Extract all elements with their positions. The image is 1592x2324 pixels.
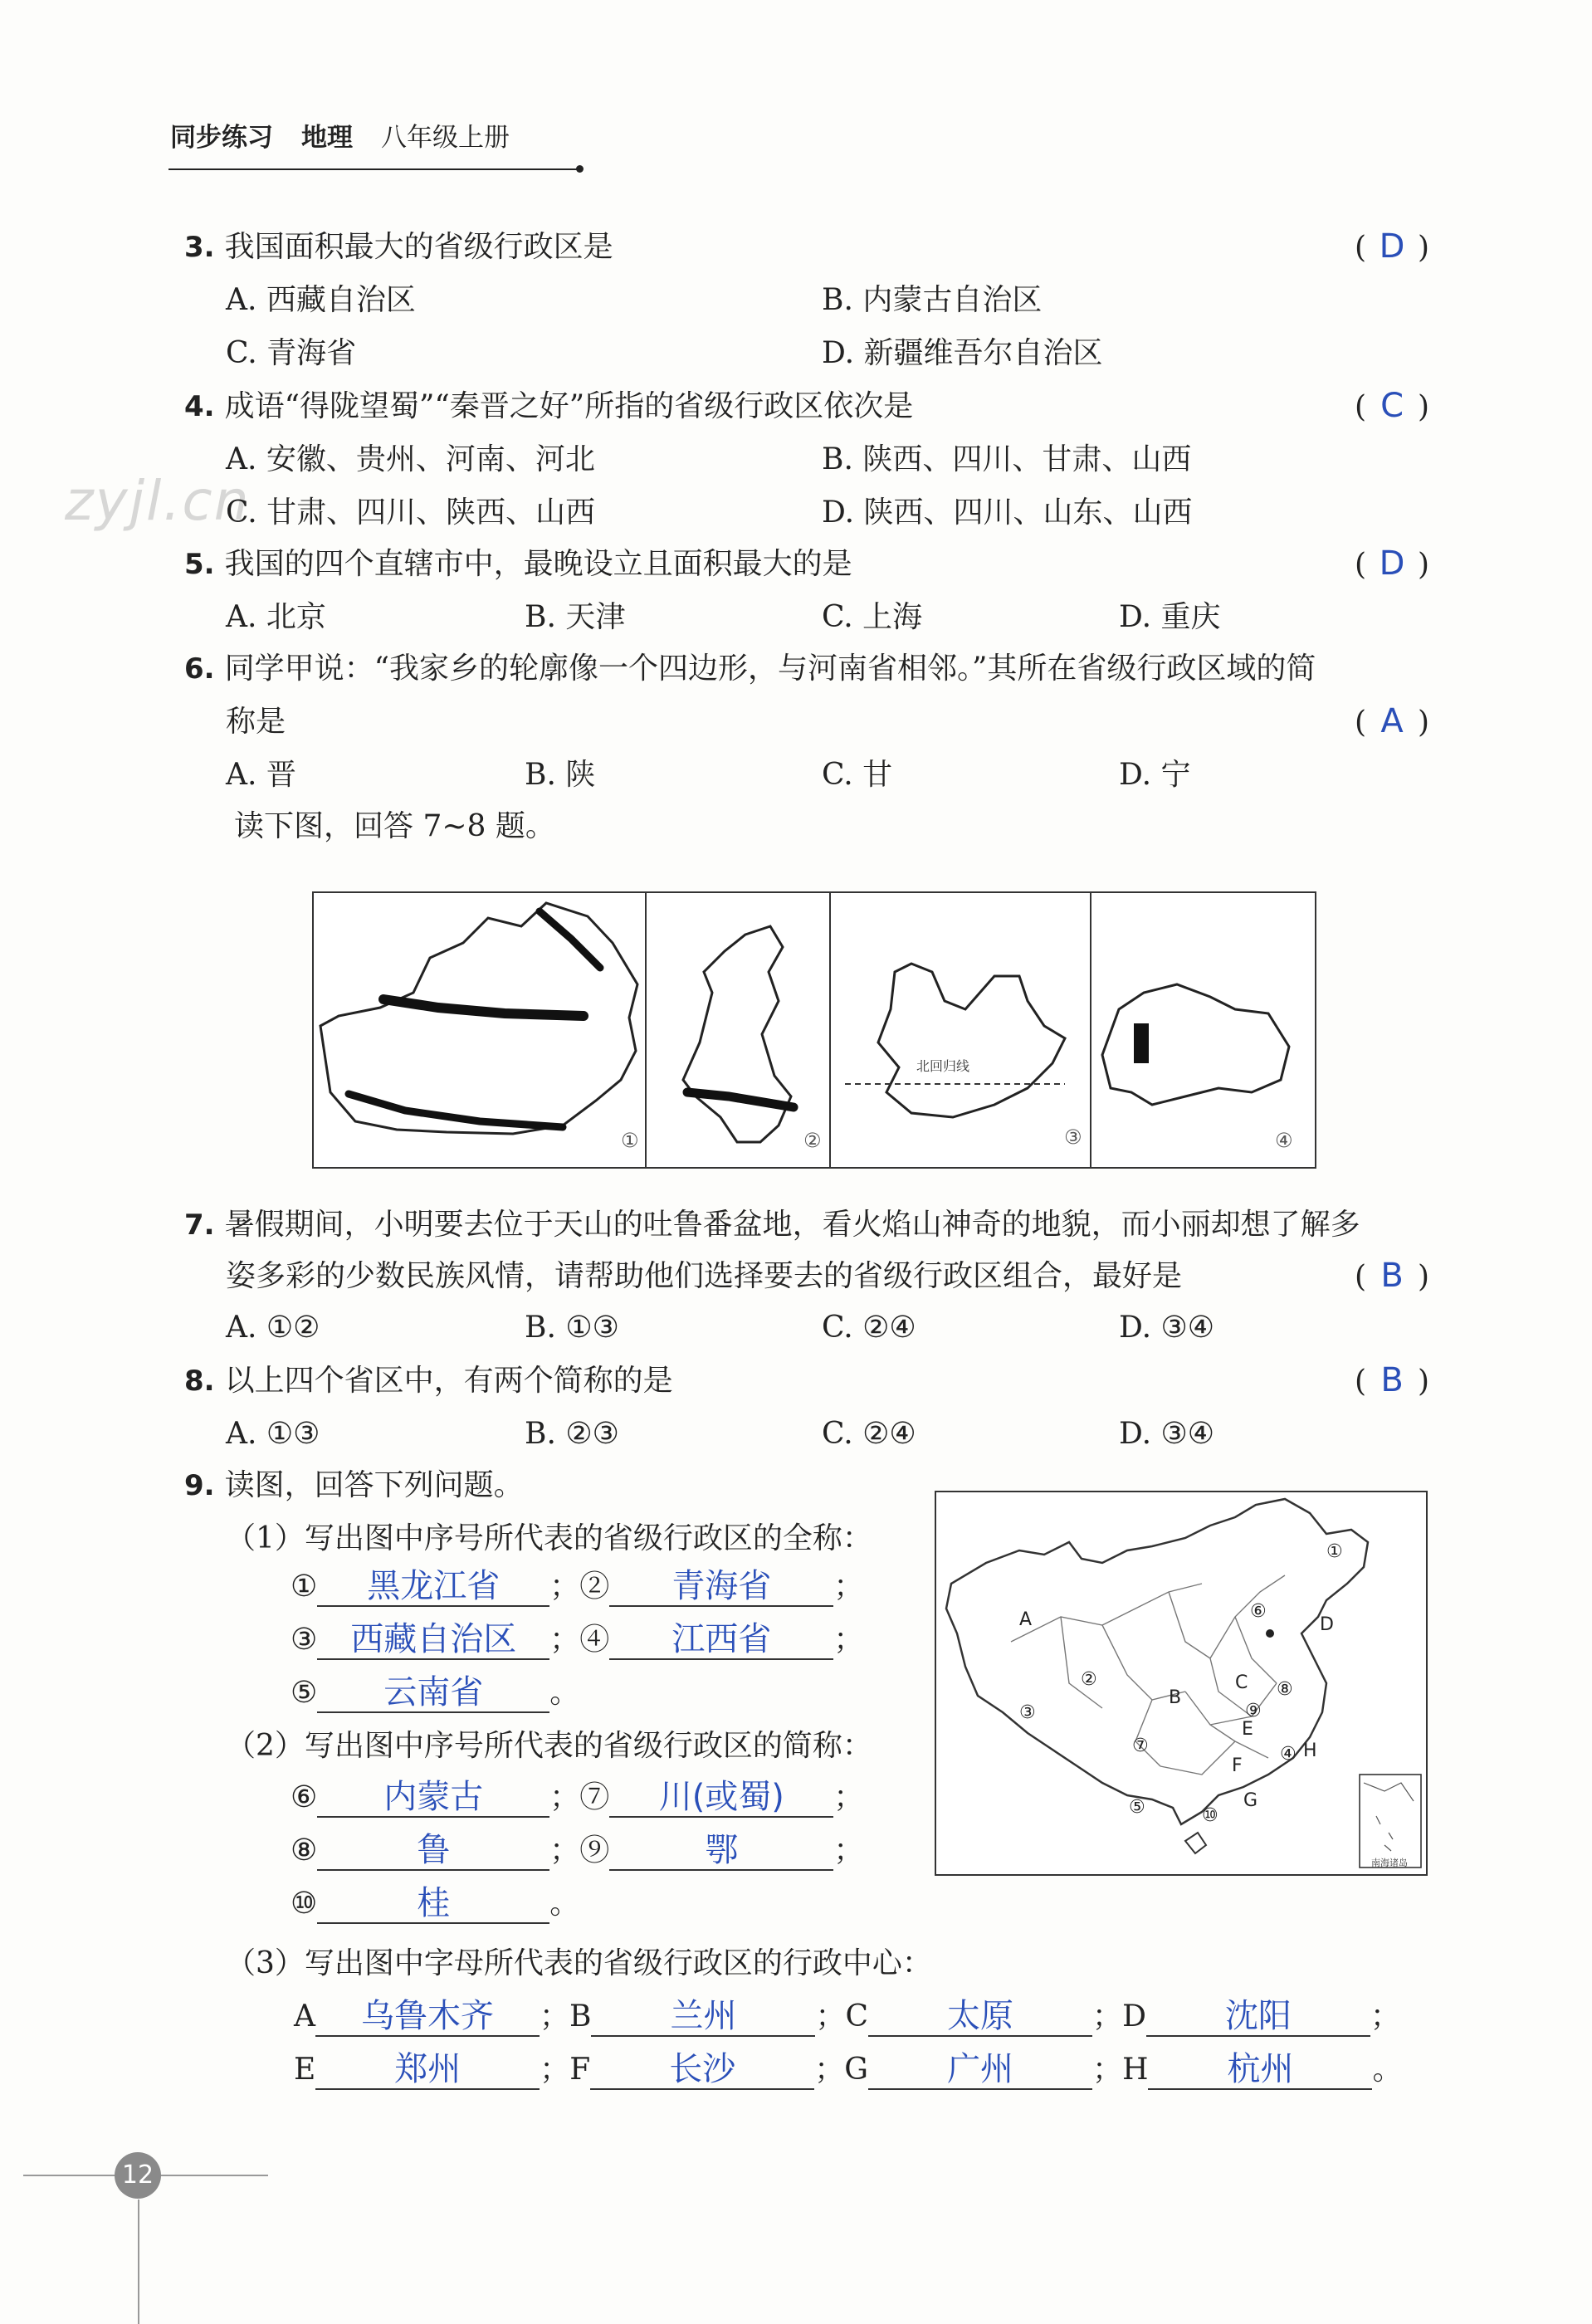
marker: ⑩ [291, 1887, 318, 1921]
q9-part3-row1: A 乌鲁木齐 ；B 兰州 ；C 太原 ；D 沈阳 ； [294, 1997, 1400, 2035]
answer-blank-10: 桂 [317, 1884, 549, 1924]
map-number-2: ② [1081, 1669, 1097, 1690]
answer-blank-2: 青海省 [609, 1567, 833, 1607]
option-d: D. 重庆 [1119, 600, 1221, 634]
marker: ③ [291, 1623, 318, 1657]
china-map-svg [936, 1492, 1426, 1874]
answer: A [1380, 702, 1404, 740]
inset-coast [1364, 1783, 1414, 1851]
question-number: 8. [184, 1365, 215, 1398]
answer-blank-7: 川(或蜀) [609, 1778, 833, 1818]
map-letter-d: D [1320, 1614, 1334, 1635]
q9-part2-row2: ⑧ 鲁 ；⑨ 鄂 ； [291, 1831, 864, 1869]
wushan-mark [1134, 1023, 1149, 1063]
question-9 [184, 1466, 524, 1506]
q9-part3-prompt: （3）写出图中字母所代表的省级行政区的行政中心： [226, 1946, 932, 1980]
option-a: A. 北京 [226, 600, 326, 634]
page-header [170, 116, 538, 154]
answer-slot-6: ( A ) [1355, 702, 1430, 740]
answer-blank-5: 云南省 [317, 1673, 549, 1713]
option-b: B. ①③ [525, 1311, 619, 1345]
question-3 [184, 227, 613, 267]
answer-blank-c: 太原 [868, 1997, 1092, 2037]
option-c: C. ②④ [822, 1417, 916, 1451]
option-d: D. ③④ [1119, 1311, 1215, 1345]
map-number-8: ⑧ [1277, 1679, 1293, 1700]
question-6-line2: 称是 [226, 705, 286, 739]
question-text: 我国的四个直辖市中，最晚设立且面积最大的是 [224, 547, 852, 581]
hubei-outline [1102, 984, 1289, 1105]
q9-part1-row3: ⑤ 云南省 。 [291, 1673, 580, 1711]
china-outline [946, 1499, 1368, 1824]
map-number-10: ⑩ [1202, 1805, 1218, 1826]
option-c: C. ②④ [822, 1311, 916, 1345]
answer-slot-3: ( D ) [1355, 227, 1430, 266]
map-number-9: ⑨ [1245, 1701, 1262, 1721]
question-7 [184, 1205, 1360, 1245]
map-letter-g: G [1243, 1790, 1258, 1811]
answer-blank-d: 沈阳 [1146, 1997, 1370, 2037]
answer-blank-h: 杭州 [1148, 2050, 1372, 2090]
answer-blank-g: 广州 [868, 2050, 1092, 2090]
header-series: 同步练习 [170, 123, 273, 153]
answer-slot-4: ( C ) [1355, 387, 1430, 425]
q9-part2-prompt: （2）写出图中序号所代表的省级行政区的简称： [226, 1729, 872, 1763]
marker: ⑥ [291, 1780, 318, 1814]
answer-slot-8: ( B ) [1355, 1361, 1430, 1399]
map-number-6: ⑥ [1250, 1601, 1267, 1622]
inset-label: 南海诸岛 [1371, 1858, 1408, 1868]
question-number: 5. [184, 548, 215, 581]
option-a: A. 西藏自治区 [226, 283, 416, 317]
marker: ⑧ [291, 1833, 318, 1868]
option-d: D. 新疆维吾尔自治区 [822, 336, 1103, 370]
map-number-4: ④ [1280, 1744, 1297, 1765]
tropic-label: 北回归线 [916, 1058, 970, 1074]
map-letter-h: H [1303, 1741, 1317, 1761]
map-letter-a: A [1019, 1609, 1033, 1630]
header-subject: 地理 [301, 123, 353, 153]
answer-blank-4: 江西省 [609, 1620, 833, 1660]
option-d: D. 宁 [1119, 758, 1191, 792]
option-a: A. ①③ [226, 1417, 320, 1451]
province-outline-svg [314, 893, 1315, 1167]
province-outline-figure [312, 891, 1316, 1169]
answer: D [1379, 544, 1405, 583]
qinling-line [687, 1092, 794, 1107]
question-7-line2: 姿多彩的少数民族风情，请帮助他们选择要去的省级行政区组合，最好是 [226, 1259, 1183, 1293]
answer: C [1380, 387, 1404, 425]
option-b: B. 内蒙古自治区 [822, 283, 1043, 317]
question-text: 成语“得陇望蜀”“秦晋之好”所指的省级行政区依次是 [224, 389, 914, 423]
footer-vertical-rule [138, 2200, 139, 2324]
panel-label-3: ③ [1064, 1125, 1082, 1149]
watermark: zyjl.cn [65, 469, 251, 533]
question-text: 暑假期间，小明要去位于天山的吐鲁番盆地，看火焰山神奇的地貌，而小丽却想了解多 [224, 1208, 1360, 1242]
map-number-1: ① [1326, 1541, 1343, 1562]
panel-label-1: ① [621, 1129, 639, 1152]
answer-blank-a: 乌鲁木齐 [315, 1997, 540, 2037]
answer: B [1380, 1361, 1404, 1399]
header-rule [168, 168, 579, 170]
answer-slot-5: ( D ) [1355, 544, 1430, 583]
q9-part1-row2: ③ 西藏自治区 ；④ 江西省 ； [291, 1620, 864, 1658]
question-5 [184, 544, 852, 584]
question-number: 6. [184, 652, 215, 686]
option-a: A. 晋 [226, 758, 296, 792]
marker: ① [291, 1570, 318, 1604]
beijing-star [1266, 1629, 1274, 1638]
answer-blank-3: 西藏自治区 [317, 1620, 549, 1660]
answer-blank-b: 兰州 [591, 1997, 815, 2037]
question-number: 7. [184, 1208, 215, 1242]
header-grade: 八年级上册 [381, 123, 510, 153]
question-8 [184, 1361, 673, 1401]
panel-label-2: ② [803, 1129, 822, 1152]
question-6 [184, 649, 1316, 689]
q9-part1-row1: ① 黑龙江省 ；② 青海省 ； [291, 1567, 864, 1605]
answer-slot-7: ( B ) [1355, 1257, 1430, 1295]
question-number: 9. [184, 1469, 215, 1502]
tianshan-line [383, 999, 584, 1016]
question-number: 4. [184, 390, 215, 423]
option-b: B. 陕西、四川、甘肃、山西 [822, 442, 1192, 476]
option-a: A. 安徽、贵州、河南、河北 [226, 442, 595, 476]
map-number-3: ③ [1019, 1702, 1036, 1723]
answer-blank-6: 内蒙古 [317, 1778, 549, 1818]
option-c: C. 青海省 [226, 336, 357, 370]
panel-label-4: ④ [1275, 1129, 1293, 1152]
q9-part3-row2: E 郑州 ；F 长沙 ；G 广州 ；H 杭州 。 [294, 2050, 1403, 2088]
q9-part2-row3: ⑩ 桂 。 [291, 1884, 580, 1922]
option-a: A. ①② [226, 1311, 320, 1345]
option-b: B. 陕 [525, 758, 596, 792]
kunlun-line [349, 1094, 563, 1127]
answer-blank-1: 黑龙江省 [317, 1567, 549, 1607]
marker: ⑨ [579, 1833, 610, 1868]
hainan-island [1185, 1833, 1206, 1853]
marker: ② [579, 1570, 610, 1604]
answer-blank-9: 鄂 [609, 1831, 833, 1871]
q9-part1-prompt: （1）写出图中序号所代表的省级行政区的全称： [226, 1521, 872, 1555]
marker: ④ [579, 1623, 610, 1657]
map-letter-f: F [1232, 1755, 1243, 1776]
map-letter-e: E [1242, 1719, 1253, 1740]
option-c: C. 甘肃、四川、陕西、山西 [226, 496, 596, 530]
answer: B [1380, 1257, 1404, 1295]
question-text: 同学甲说：“我家乡的轮廓像一个四边形，与河南省相邻。”其所在省级行政区域的简 [224, 652, 1316, 686]
option-c: C. 上海 [822, 600, 923, 634]
option-b: B. ②③ [525, 1417, 619, 1451]
china-map [935, 1491, 1428, 1876]
map-letter-b: B [1169, 1687, 1182, 1708]
question-text: 以上四个省区中，有两个简称的是 [224, 1364, 673, 1398]
question-text: 我国面积最大的省级行政区是 [224, 230, 613, 264]
map-letter-c: C [1235, 1672, 1248, 1693]
answer: D [1379, 227, 1405, 266]
option-d: D. ③④ [1119, 1417, 1215, 1451]
option-d: D. 陕西、四川、山东、山西 [822, 496, 1193, 530]
marker: ⑤ [291, 1676, 318, 1710]
yunnan-outline [878, 964, 1065, 1117]
map-number-7: ⑦ [1132, 1736, 1149, 1756]
shaanxi-outline [683, 926, 791, 1142]
option-c: C. 甘 [822, 758, 893, 792]
question-text: 读图，回答下列问题。 [224, 1468, 524, 1502]
question-number: 3. [184, 231, 215, 264]
q9-part2-row1: ⑥ 内蒙古 ；⑦ 川(或蜀) ； [291, 1778, 864, 1816]
answer-blank-8: 鲁 [317, 1831, 549, 1871]
header-rule-dot [576, 165, 584, 173]
answer-blank-e: 郑州 [315, 2050, 540, 2090]
option-b: B. 天津 [525, 600, 626, 634]
page-number: 12 [115, 2152, 161, 2199]
answer-blank-f: 长沙 [590, 2050, 814, 2090]
question-4 [184, 387, 913, 427]
read-prompt: 读下图，回答 7~8 题。 [234, 809, 555, 843]
marker: ⑦ [579, 1780, 610, 1814]
map-number-5: ⑤ [1129, 1797, 1145, 1818]
